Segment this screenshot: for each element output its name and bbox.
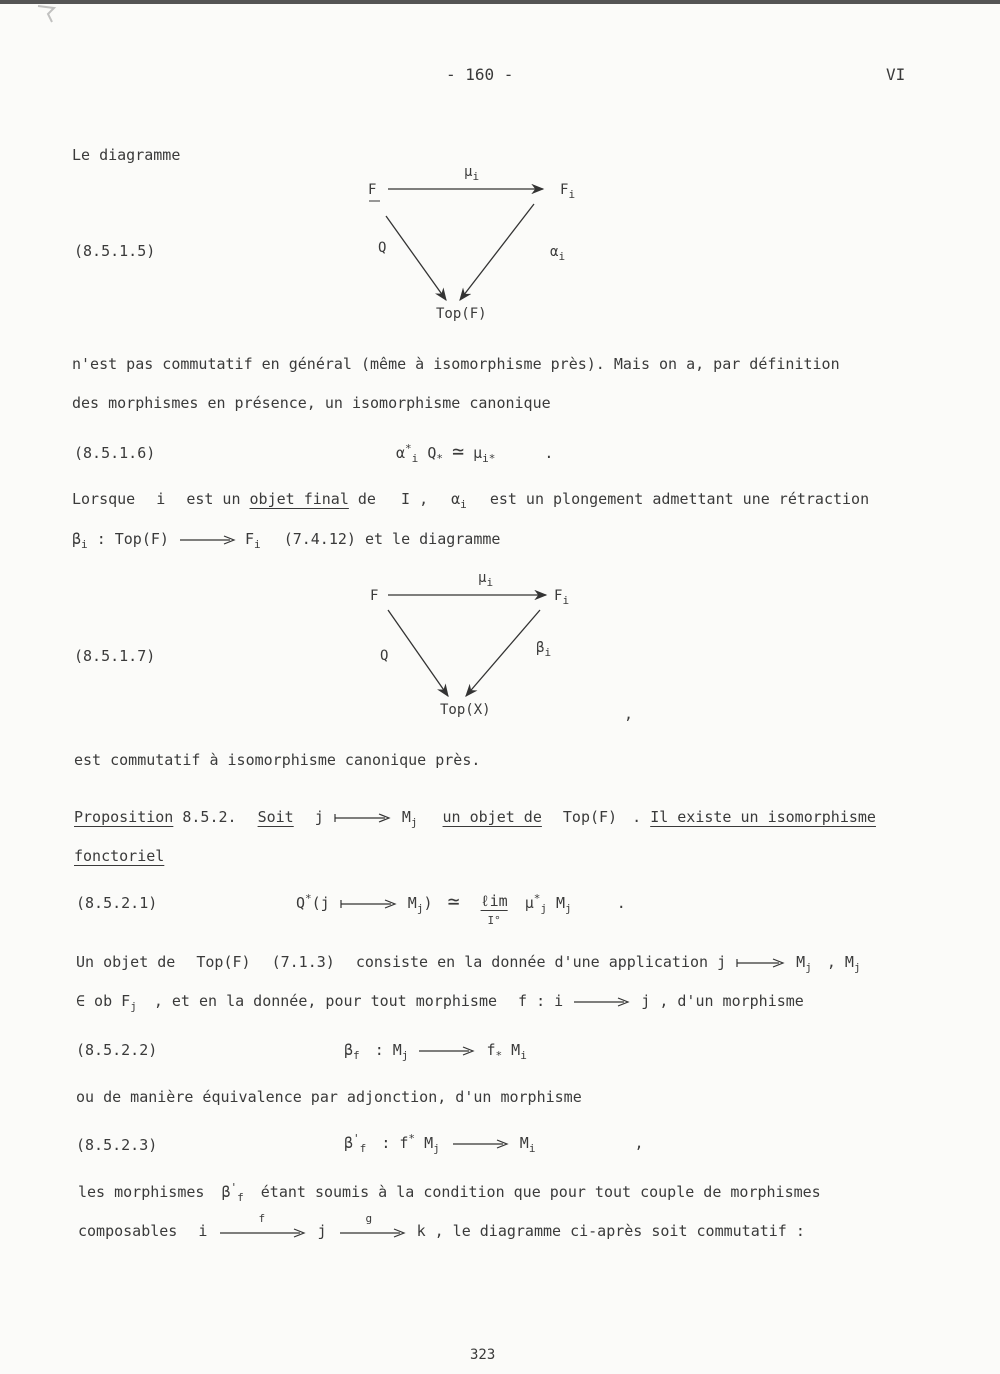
equation-label-8522: (8.5.2.2): [76, 1041, 158, 1059]
arrow-g: g: [336, 1222, 408, 1240]
paragraph-2: des morphismes en présence, un isomorphisme canonique: [72, 394, 551, 412]
paragraph-3: Lorsque i est un objet final de I , $\alpha_i$ est un plongement admettant une rétraction: [72, 490, 870, 511]
folio-number: 323: [470, 1347, 496, 1363]
top-border-line: [0, 0, 1000, 4]
arrow-icon: [178, 534, 236, 546]
arrow-label-beta-i: $\beta_i$: [536, 640, 552, 659]
paragraph-1: n'est pas commutatif en général (même à isomorphisme près). Mais on a, par définition: [72, 355, 840, 373]
paragraph-9: les morphismes $\beta'_f$ étant soumis à la condition que pour tout couple de morphismes: [78, 1181, 821, 1204]
arrow-icon: [336, 1222, 408, 1240]
equation-label-8517: (8.5.1.7): [74, 647, 156, 665]
node-Fi-2: $F_i$: [554, 588, 570, 607]
paragraph-5: est commutatif à isomorphisme canonique près.: [74, 751, 481, 769]
arrow-label-alpha-i: $\alpha_i$: [550, 244, 566, 263]
arrow-icon: [216, 1222, 308, 1240]
equation-8521: Q*(j $M_j$) ≃ ℓim I° $\mu^*_j$ $M_j$ .: [296, 889, 626, 927]
page-number: - 160 -: [446, 65, 514, 84]
paragraph-6: Un objet de Top(F) (7.1.3) consiste en la donnée d'une application j $M_j$ , $M_j$: [76, 953, 861, 974]
arrow-icon: [572, 996, 632, 1008]
node-Top-X: Top(X): [440, 702, 491, 718]
scan-smudge-mark: [36, 2, 64, 24]
paragraph-7: ∈ ob $F_j$ , et en la donnée, pour tout morphisme f : i j , d'un morphisme: [76, 992, 804, 1013]
paragraph-10: composables i f j g k , le diagramme ci-après soit commutatif :: [78, 1212, 805, 1240]
mapsto-arrow-icon: [333, 812, 393, 824]
node-F-2: F: [370, 588, 379, 604]
mapsto-arrow-icon: [735, 957, 787, 969]
arrow-label-mu-i: $\mu_i$: [464, 164, 480, 183]
arrow-label-mu-i-2: $\mu_i$: [478, 570, 494, 589]
equation-label-8515: (8.5.1.5): [74, 242, 156, 260]
commutative-diagram-8515: [360, 160, 600, 330]
diagram-trailing-comma: ,: [624, 705, 634, 723]
arrow-icon: [449, 1138, 511, 1150]
paragraph-4: $\beta_i$ : Top(F) $F_i$ (7.4.12) et le diagramme: [72, 530, 501, 551]
arrow-icon: [417, 1045, 477, 1057]
proposition-statement: Proposition 8.5.2. Soit j $M_j$ un objet de Top(F) . Il existe un isomorphisme: [74, 808, 876, 829]
paragraph-8: ou de manière équivalence par adjonction, d'un morphisme: [76, 1088, 582, 1106]
commutative-diagram-8517: [360, 566, 600, 726]
mapsto-arrow-icon: [339, 898, 399, 910]
equation-8523: $\beta'_f$ : f* $M_j$ $M_i$ ,: [344, 1132, 644, 1155]
arrow-label-Q-2: Q: [380, 648, 389, 664]
intro-text: Le diagramme: [72, 146, 181, 164]
proposition-title: Proposition: [74, 808, 174, 826]
node-F: F: [368, 182, 377, 198]
node-Top-F: Top(F): [436, 306, 487, 322]
equation-label-8516: (8.5.1.6): [74, 444, 156, 462]
proposition-continuation: fonctoriel: [74, 847, 165, 865]
equation-label-8521: (8.5.2.1): [76, 894, 158, 912]
arrow-label-Q: Q: [378, 240, 387, 256]
equation-label-8523: (8.5.2.3): [76, 1136, 158, 1154]
equation-8516: $\alpha^*_i$ $Q_*$ ≃ $\mu_{i*}$ .: [396, 439, 554, 465]
equation-8522: $\beta_f$ : $M_j$ $f_*$ $M_i$: [344, 1041, 527, 1062]
chapter-number: VI: [886, 65, 906, 84]
arrow-f: f: [216, 1222, 308, 1240]
node-Fi: $F_i$: [560, 182, 576, 201]
